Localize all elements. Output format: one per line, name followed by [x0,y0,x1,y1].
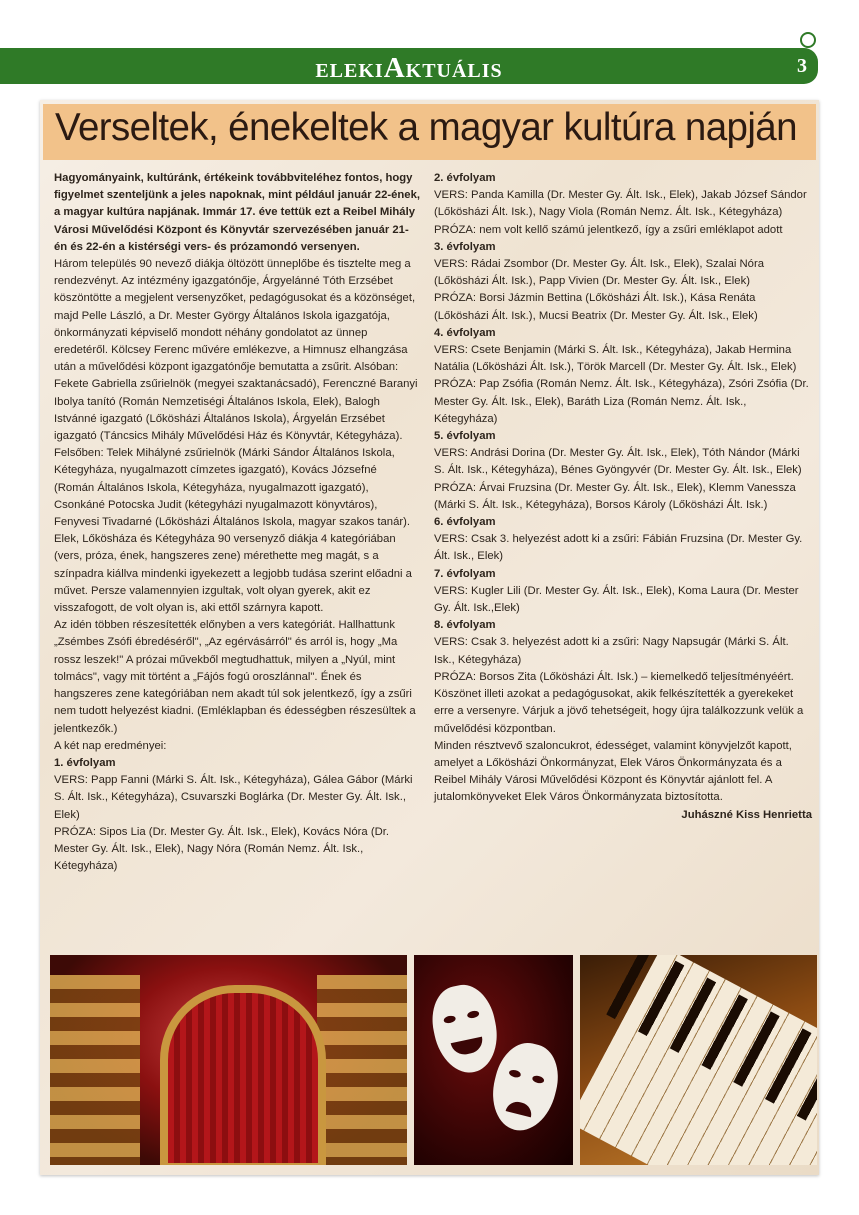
article-paragraph: Három település 90 nevező diákja öltözött ünneplőbe és tisztelte meg a rendezvényt. Az intézmény igazgatónője, Árgyelánné Tóth Erzsébet köszöntötte a megjelent versenyzőket, pedagógusokat és a közönséget, majd Pelle László, a Dr. Mester György Általános Iskola igazgatója, önkormányzati képviselő mondott néhány gondolatot az ünnep eredetéről. Kölcsey Ferenc művére emlékezve, a Himnusz elhangzása után a művelődési központ igazgatónője bemutatta a zsűrit. Alsóban: Fekete Gabriella zsűrielnök (megyei szaktanácsadó), Ferenczné Baranyi Ibolya tanító (Román Nemzetiségi Általános Iskola, Elek), Balogh Istvánné igazgató (Lőkösházi Általános Iskola), Árgyelán Erzsébet igazgató (Táncsics Mihály Művelődési Ház és Könyvtár, Kétegyháza). Felsőben: Telek Mihályné zsűrielnök (Márki Sándor Általános Iskola, Kétegyháza, nyugalmazott címzetes igazgató), Kovács Józsefné (Román Általános Iskola, Kétegyháza, nyugalmazott igazgató), Csonkáné Potocska Judit (kétegyházi nyugalmazott könyvtáros), Fenyvesi Tivadarné (Lőkösházi Általános Iskola, magyar szakos tanár). [54,258,418,529]
theatre-photo [50,955,407,1165]
masthead-initial: A [383,52,406,84]
result-line: PRÓZA: Árvai Fruzsina (Dr. Mester Gy. Ált. Isk., Elek), Klemm Vanessza (Márki S. Ált. Isk., Kétegyháza), Borsos Károly (Lőkösházi Ált. Isk.) [434,481,796,511]
masthead-suffix: KTUÁLIS [405,60,503,82]
article-lead: Hagyományaink, kultúránk, értékeink továbbviteléhez fontos, hogy figyelmet szenteljünk a jeles napoknak, mint például január 22-ének, a magyar kultúra napjának. Immár 17. éve tettük ezt a Reibel Mihály Városi Művelődési Központ és Könyvtár szervezésében január 21-én és 22-én a kistérségi vers- és prózamondó versenyen. [54,172,421,253]
masthead-prefix: ELEKI [315,60,384,82]
right-column [434,170,812,824]
balcony-left [50,975,140,1165]
result-line: PRÓZA: Sipos Lia (Dr. Mester Gy. Ált. Isk., Elek), Kovács Nóra (Dr. Mester Gy. Ált. Isk., Elek), Nagy Nóra (Román Nemz. Ált. Isk., Kétegyháza) [54,825,390,873]
result-line: VERS: Csak 3. helyezést adott ki a zsűri: Fábián Fruzsina (Dr. Mester Gy. Ált. Isk., Elek) [434,533,803,563]
result-line: PRÓZA: Borsi Jázmin Bettina (Lőkösházi Ált. Isk.), Kása Renáta (Lőkösházi Ált. Isk.), Mucsi Beatrix (Dr. Mester Gy. Ált. Isk., Elek) [434,292,758,322]
tragedy-mask-icon [484,1037,565,1137]
result-line: VERS: Csak 3. helyezést adott ki a zsűri: Nagy Napsugár (Márki S. Ált. Isk., Kétegyháza) [434,636,789,666]
result-line: PRÓZA: nem volt kellő számú jelentkező, így a zsűri emléklapot adott [434,223,783,236]
balcony-right [317,975,407,1165]
piano-keys-photo [580,955,817,1165]
result-line: PRÓZA: Borsos Zita (Lőkösházi Ált. Isk.) – kiemelkedő teljesítményéért. [434,670,794,683]
author-signature: Juhászné Kiss Henrietta [681,808,812,821]
grade-heading: 1. évfolyam [54,756,116,769]
comedy-mask-icon [426,980,505,1079]
article-paragraph: Elek, Lőkösháza és Kétegyháza 90 versenyző diákja 4 kategóriában (vers, próza, ének, hangszeres zene) mérethette meg magát, s a színpadra kiállva mindenki igyekezett a legjobb tudása szerint előadni a művet. Persze valamennyien izgultak, volt olyan gyerek, akit ez visszafogott, de volt olyan is, aki ettől szárnyra kapott. [54,533,412,615]
closing-paragraph: Köszönet illeti azokat a pedagógusokat, akik felkészítették a gyerekeket erre a versenyre. Várjuk a jövő tehetségeit, hogy újra találkozzunk velük a művelődési központban. [434,688,804,735]
result-line: VERS: Papp Fanni (Márki S. Ált. Isk., Kétegyháza), Gálea Gábor (Márki S. Ált. Isk., Kétegyháza), Csuvarszki Boglárka (Dr. Mester Gy. Ált. Isk., Elek) [54,774,413,821]
result-line: VERS: Csete Benjamin (Márki S. Ált. Isk., Kétegyháza), Jakab Hermina Natália (Lőkösházi Ált. Isk.), Török Marcell (Dr. Mester Gy. Ált. Isk., Elek) [434,344,797,374]
grade-heading: 5. évfolyam [434,430,496,443]
article-paragraph: Az idén többen részesítették előnyben a vers kategóriát. Hallhattunk „Zsémbes Zsófi ébredéséről", „Az egérvásárról" és arról is, hogy „Ma rossz leszek!" A prózai művekből megtudhattuk, milyen a „Nyúl, mint tolmács", vagy mit történt a „Fájós fogú oroszlánnal". Ének és hangszeres zene kategóriában nem akadt túl sok jelentkező, így a zsűri nem tudott helyezést kiadni. (Emléklapban és édességben részesültek a jelentkezők.) [54,619,416,735]
left-column [54,170,420,875]
masthead-title [0,52,818,85]
article-title: Verseltek, énekeltek a magyar kultúra napján [55,106,797,149]
result-line: VERS: Rádai Zsombor (Dr. Mester Gy. Ált. Isk., Elek), Szalai Nóra (Lőkösházi Ált. Isk.), Papp Vivien (Dr. Mester Gy. Ált. Isk., Elek) [434,258,764,288]
grade-heading: 6. évfolyam [434,516,496,529]
results-intro: A két nap eredményei: [54,739,167,752]
grade-heading: 2. évfolyam [434,172,496,184]
swirl-icon [800,32,816,48]
result-line: VERS: Kugler Lili (Dr. Mester Gy. Ált. Isk., Elek), Koma Laura (Dr. Mester Gy. Ált. Isk.,Elek) [434,584,799,615]
grade-heading: 3. évfolyam [434,240,496,253]
result-line: VERS: Andrási Dorina (Dr. Mester Gy. Ált. Isk., Elek), Tóth Nándor (Márki S. Ált. Isk., Kétegyháza), Bénes Gyöngyvér (Dr. Mester Gy. Ált. Isk., Elek) [434,447,802,477]
closing-paragraph: Minden résztvevő szaloncukrot, édességet, valamint könyvjelzőt kapott, amelyet a Lőkösházi Önkormányzat, Elek Város Önkormányzata és a Reibel Mihály Városi Művelődési Központ és Könyvtár ajánlott fel. A jutalomkönyveket Elek Város Önkormányzata biztosította. [434,739,792,804]
result-line: PRÓZA: Pap Zsófia (Román Nemz. Ált. Isk., Kétegyháza), Zsóri Zsófia (Dr. Mester Gy. Ált. Isk., Elek), Baráth Liza (Román Nemz. Ált. Isk., Kétegyháza) [434,378,809,425]
stage-curtain [160,985,326,1165]
result-line: VERS: Panda Kamilla (Dr. Mester Gy. Ált. Isk., Elek), Jakab József Sándor (Lőkösházi Ált. Isk.), Nagy Viola (Román Nemz. Ált. Isk., Kétegyháza) [434,189,807,219]
grade-heading: 4. évfolyam [434,326,496,339]
grade-heading: 8. évfolyam [434,619,496,632]
theatre-masks-photo [414,955,573,1165]
page-number: 3 [797,55,807,77]
grade-heading: 7. évfolyam [434,567,496,580]
